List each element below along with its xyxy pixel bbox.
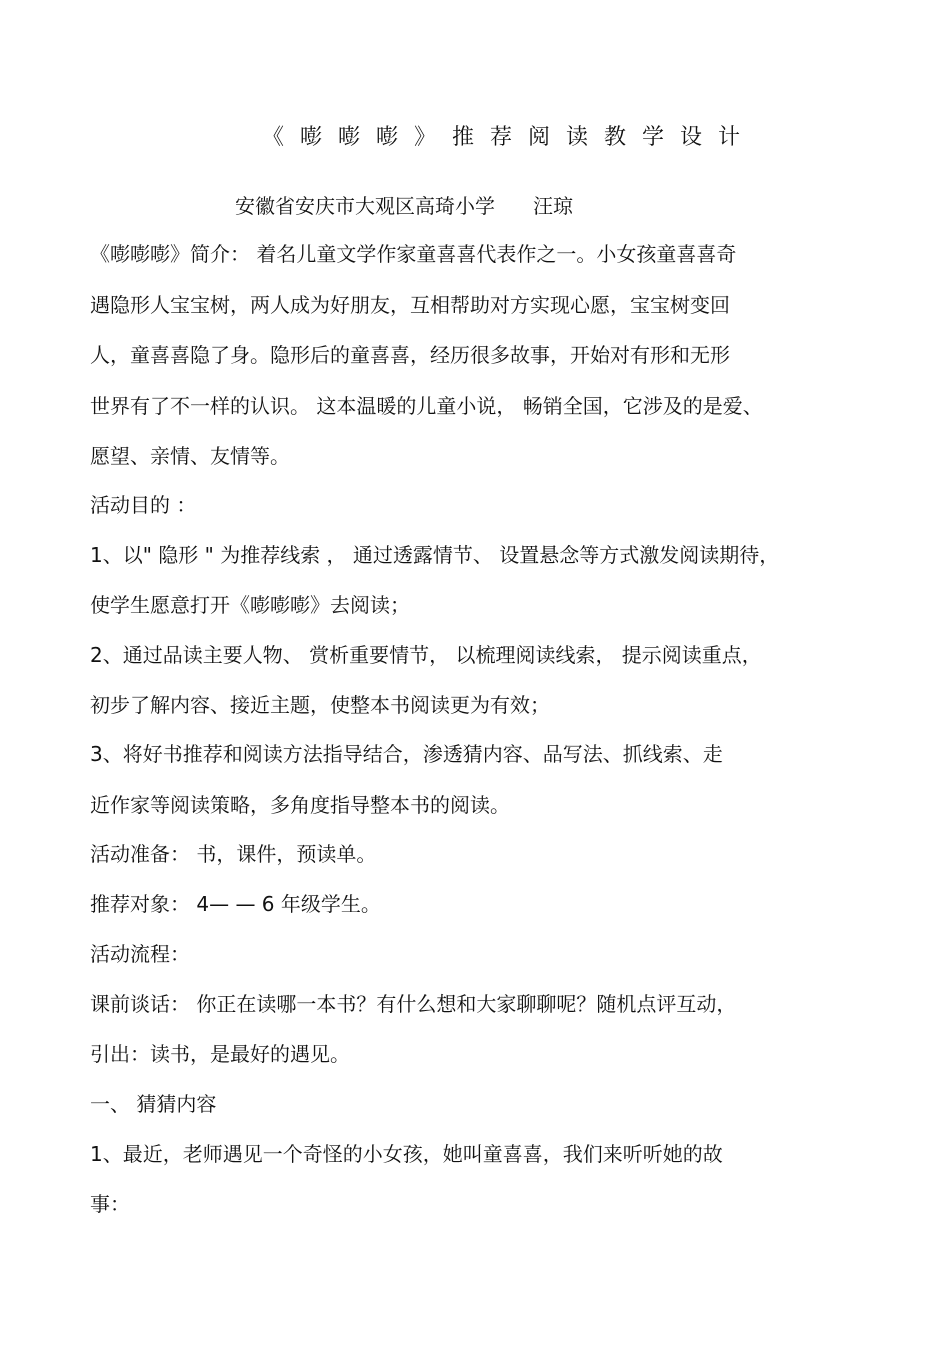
intro-line-3: 人，童喜喜隐了身。隐形后的童喜喜，经历很多故事，开始对有形和无形 bbox=[90, 343, 730, 367]
goal-2-line-2: 初步了解内容、接近主题，使整本书阅读更为有效； bbox=[90, 693, 550, 717]
author-name: 汪琼 bbox=[533, 194, 573, 218]
preparation-line: 活动准备： 书，课件，预读单。 bbox=[90, 842, 377, 866]
pre-class-talk-line-2: 引出：读书，是最好的遇见。 bbox=[90, 1042, 350, 1066]
section-1-heading: 一、 猜猜内容 bbox=[90, 1092, 217, 1116]
intro-line-4: 世界有了不一样的认识。 这本温暖的儿童小说， 畅销全国，它涉及的是爱、 bbox=[90, 394, 763, 418]
goal-2-line-1: 2、通过品读主要人物、 赏析重要情节， 以梳理阅读线索， 提示阅读重点， bbox=[90, 643, 762, 667]
author-line bbox=[235, 190, 573, 222]
document-title: 《嘭嘭嘭》推荐阅读教学设计 bbox=[262, 125, 757, 150]
section-1-item-1-line-1: 1、最近，老师遇见一个奇怪的小女孩，她叫童喜喜，我们来听听她的故 bbox=[90, 1142, 723, 1166]
author-school: 安徽省安庆市大观区高琦小学 bbox=[235, 194, 495, 218]
audience-line: 推荐对象： 4— — 6 年级学生。 bbox=[90, 892, 381, 916]
goal-3-line-2: 近作家等阅读策略，多角度指导整本书的阅读。 bbox=[90, 793, 510, 817]
section-1-item-1-line-2: 事： bbox=[90, 1192, 130, 1216]
intro-line-1: 《嘭嘭嘭》简介： 着名儿童文学作家童喜喜代表作之一。小女孩童喜喜奇 bbox=[90, 242, 737, 266]
goal-3-line-1: 3、将好书推荐和阅读方法指导结合，渗透猜内容、品写法、抓线索、走 bbox=[90, 742, 723, 766]
goal-heading: 活动目的 ： bbox=[90, 493, 197, 517]
intro-line-5: 愿望、亲情、友情等。 bbox=[90, 444, 290, 468]
pre-class-talk-line-1: 课前谈话： 你正在读哪一本书？有什么想和大家聊聊呢？随机点评互动， bbox=[90, 992, 737, 1016]
intro-line-2: 遇隐形人宝宝树，两人成为好朋友，互相帮助对方实现心愿，宝宝树变回 bbox=[90, 293, 730, 317]
goal-1-line-1: 1、以" 隐形 " 为推荐线索 ， 通过透露情节、 设置悬念等方式激发阅读期待， bbox=[90, 543, 780, 567]
goal-1-line-2: 使学生愿意打开《嘭嘭嘭》去阅读； bbox=[90, 593, 410, 617]
process-heading: 活动流程： bbox=[90, 942, 190, 966]
